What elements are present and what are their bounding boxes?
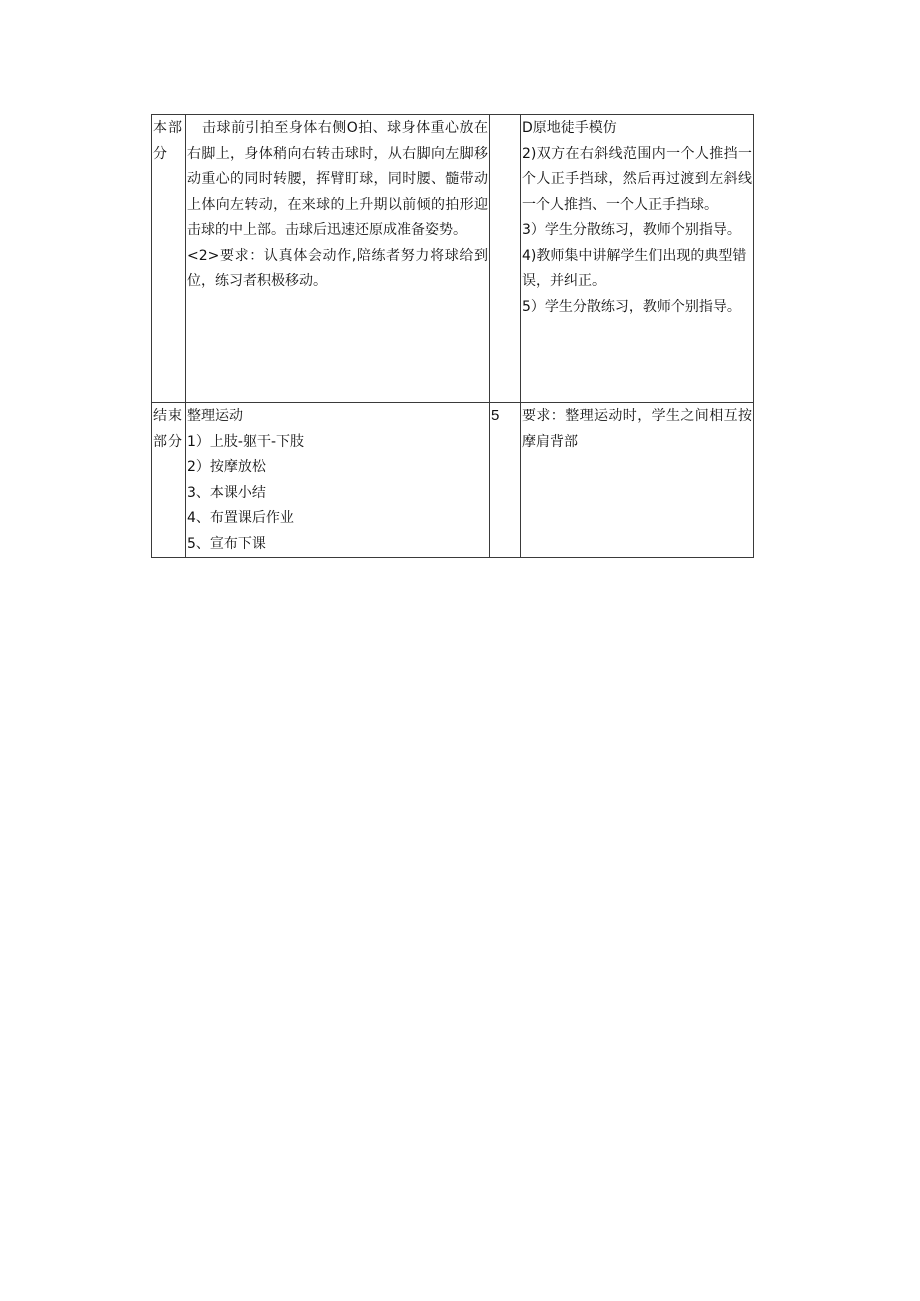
list-item: 1）上肢-躯干-下肢: [187, 433, 305, 450]
time-value: 5: [491, 407, 500, 424]
method-item: 2)双方在右斜线范围内一个人推挡一个人正手挡球，然后再过渡到左斜线一个人推挡、一个人正手挡球。: [522, 145, 752, 213]
lesson-plan-table: [151, 114, 754, 558]
method-item: 5）学生分散练习，教师个别指导。: [522, 298, 741, 315]
list-item: 3、本课小结: [187, 484, 266, 501]
cooldown-title: 整理运动: [187, 408, 243, 424]
content-paragraph-technique: 击球前引拍至身体右侧O拍、球身体重心放在右脚上，身体稍向右转击球时，从右脚向左脚移动重心的同时转腰，挥臂盯球，同时腰、髓带动上体向左转动，在来球的上升期以前倾的拍形迎击球的中上部。击球后迅速还原成准备姿势。: [187, 120, 488, 238]
method-item: 4)教师集中讲解学生们出现的典型错误，并纠正。: [522, 247, 747, 289]
content-cell-main: [186, 115, 490, 403]
time-cell-end: [490, 403, 521, 558]
time-cell-main: [490, 115, 521, 403]
method-cell-end: [521, 403, 754, 558]
table-row-main-part: [152, 115, 754, 403]
list-item: 4、布置课后作业: [187, 510, 294, 526]
section-label-main: 本部分: [152, 115, 186, 403]
method-item: 要求：整理运动时，学生之间相互按摩肩背部: [522, 408, 752, 450]
method-cell-main: [521, 115, 754, 403]
list-item: 5、宣布下课: [187, 535, 266, 552]
content-cell-end: [186, 403, 490, 558]
list-item: 2）按摩放松: [187, 459, 266, 475]
method-item: D原地徒手模仿: [522, 120, 617, 136]
table-row-end-part: [152, 403, 754, 558]
section-label-end: 结束部分: [152, 403, 186, 558]
content-paragraph-requirement: <2>要求：认真体会动作,陪练者努力将球给到位，练习者积极移动。: [187, 247, 488, 289]
method-item: 3）学生分散练习，教师个别指导。: [522, 222, 741, 238]
